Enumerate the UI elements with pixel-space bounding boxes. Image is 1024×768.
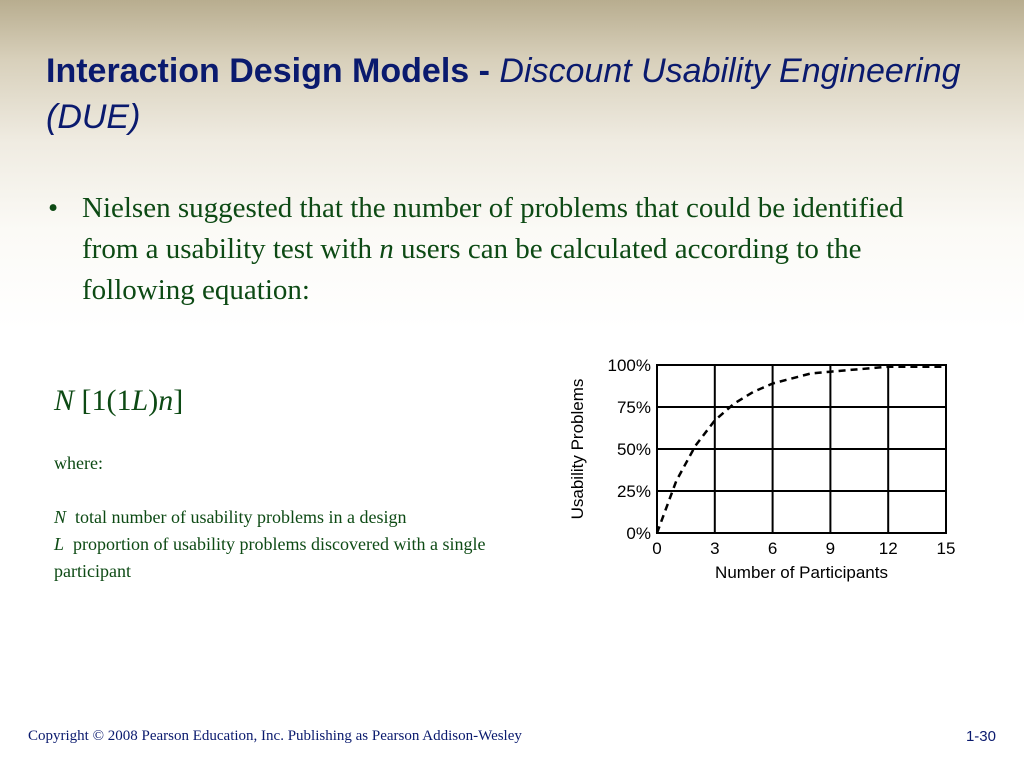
slide-number: 1-30 — [965, 728, 996, 745]
bullet-icon: • — [48, 192, 59, 224]
eq-bracket-open: [1(1 — [74, 384, 132, 417]
title-subtitle: Discount Usability Engineering (DUE) — [46, 52, 961, 136]
y-tick-label: 0% — [626, 524, 651, 543]
def-L-text: proportion of usability problems discovered with a single participant — [54, 534, 486, 581]
bullet-text — [82, 188, 928, 311]
y-tick-label: 25% — [616, 482, 651, 501]
x-tick-label: 12 — [878, 539, 898, 558]
x-tick-label: 0 — [652, 539, 662, 558]
def-N-text: total number of usability problems in a design — [75, 507, 407, 527]
slide-title — [46, 48, 986, 140]
where-label: where: — [54, 453, 103, 473]
y-tick-label: 50% — [616, 440, 651, 459]
eq-paren-close: ) — [148, 384, 159, 417]
title-main: Interaction Design Models - — [46, 52, 500, 90]
x-tick-label: 9 — [825, 539, 836, 558]
eq-L: L — [131, 384, 149, 417]
x-tick-label: 3 — [710, 539, 720, 558]
bullet-point — [48, 188, 928, 311]
bullet-n-variable: n — [379, 233, 394, 265]
bullet-text-part2: users can be calculated according to the following equation: — [82, 233, 862, 306]
x-tick-label: 6 — [767, 539, 778, 558]
usability-chart — [556, 345, 976, 595]
eq-bracket-close: ] — [173, 384, 184, 417]
def-L-symbol: L — [54, 534, 65, 554]
y-axis-label: Usability Problems — [568, 378, 587, 520]
equation — [54, 384, 183, 418]
copyright-footer: Copyright © 2008 Pearson Education, Inc. Publishing as Pearson Addison-Wesley — [28, 728, 522, 744]
y-tick-label: 100% — [607, 356, 651, 375]
definitions — [54, 450, 534, 585]
eq-n: n — [158, 384, 174, 417]
def-N-symbol: N — [54, 507, 67, 527]
eq-N: N — [54, 384, 75, 417]
definition-N — [54, 504, 534, 531]
y-tick-label: 75% — [616, 398, 651, 417]
definition-L — [54, 531, 534, 585]
bullet-text-part1: Nielsen suggested that the number of problems that could be identified from a usability test with — [82, 192, 904, 265]
x-tick-label: 15 — [936, 539, 956, 558]
x-axis-label: Number of Participants — [715, 563, 888, 582]
